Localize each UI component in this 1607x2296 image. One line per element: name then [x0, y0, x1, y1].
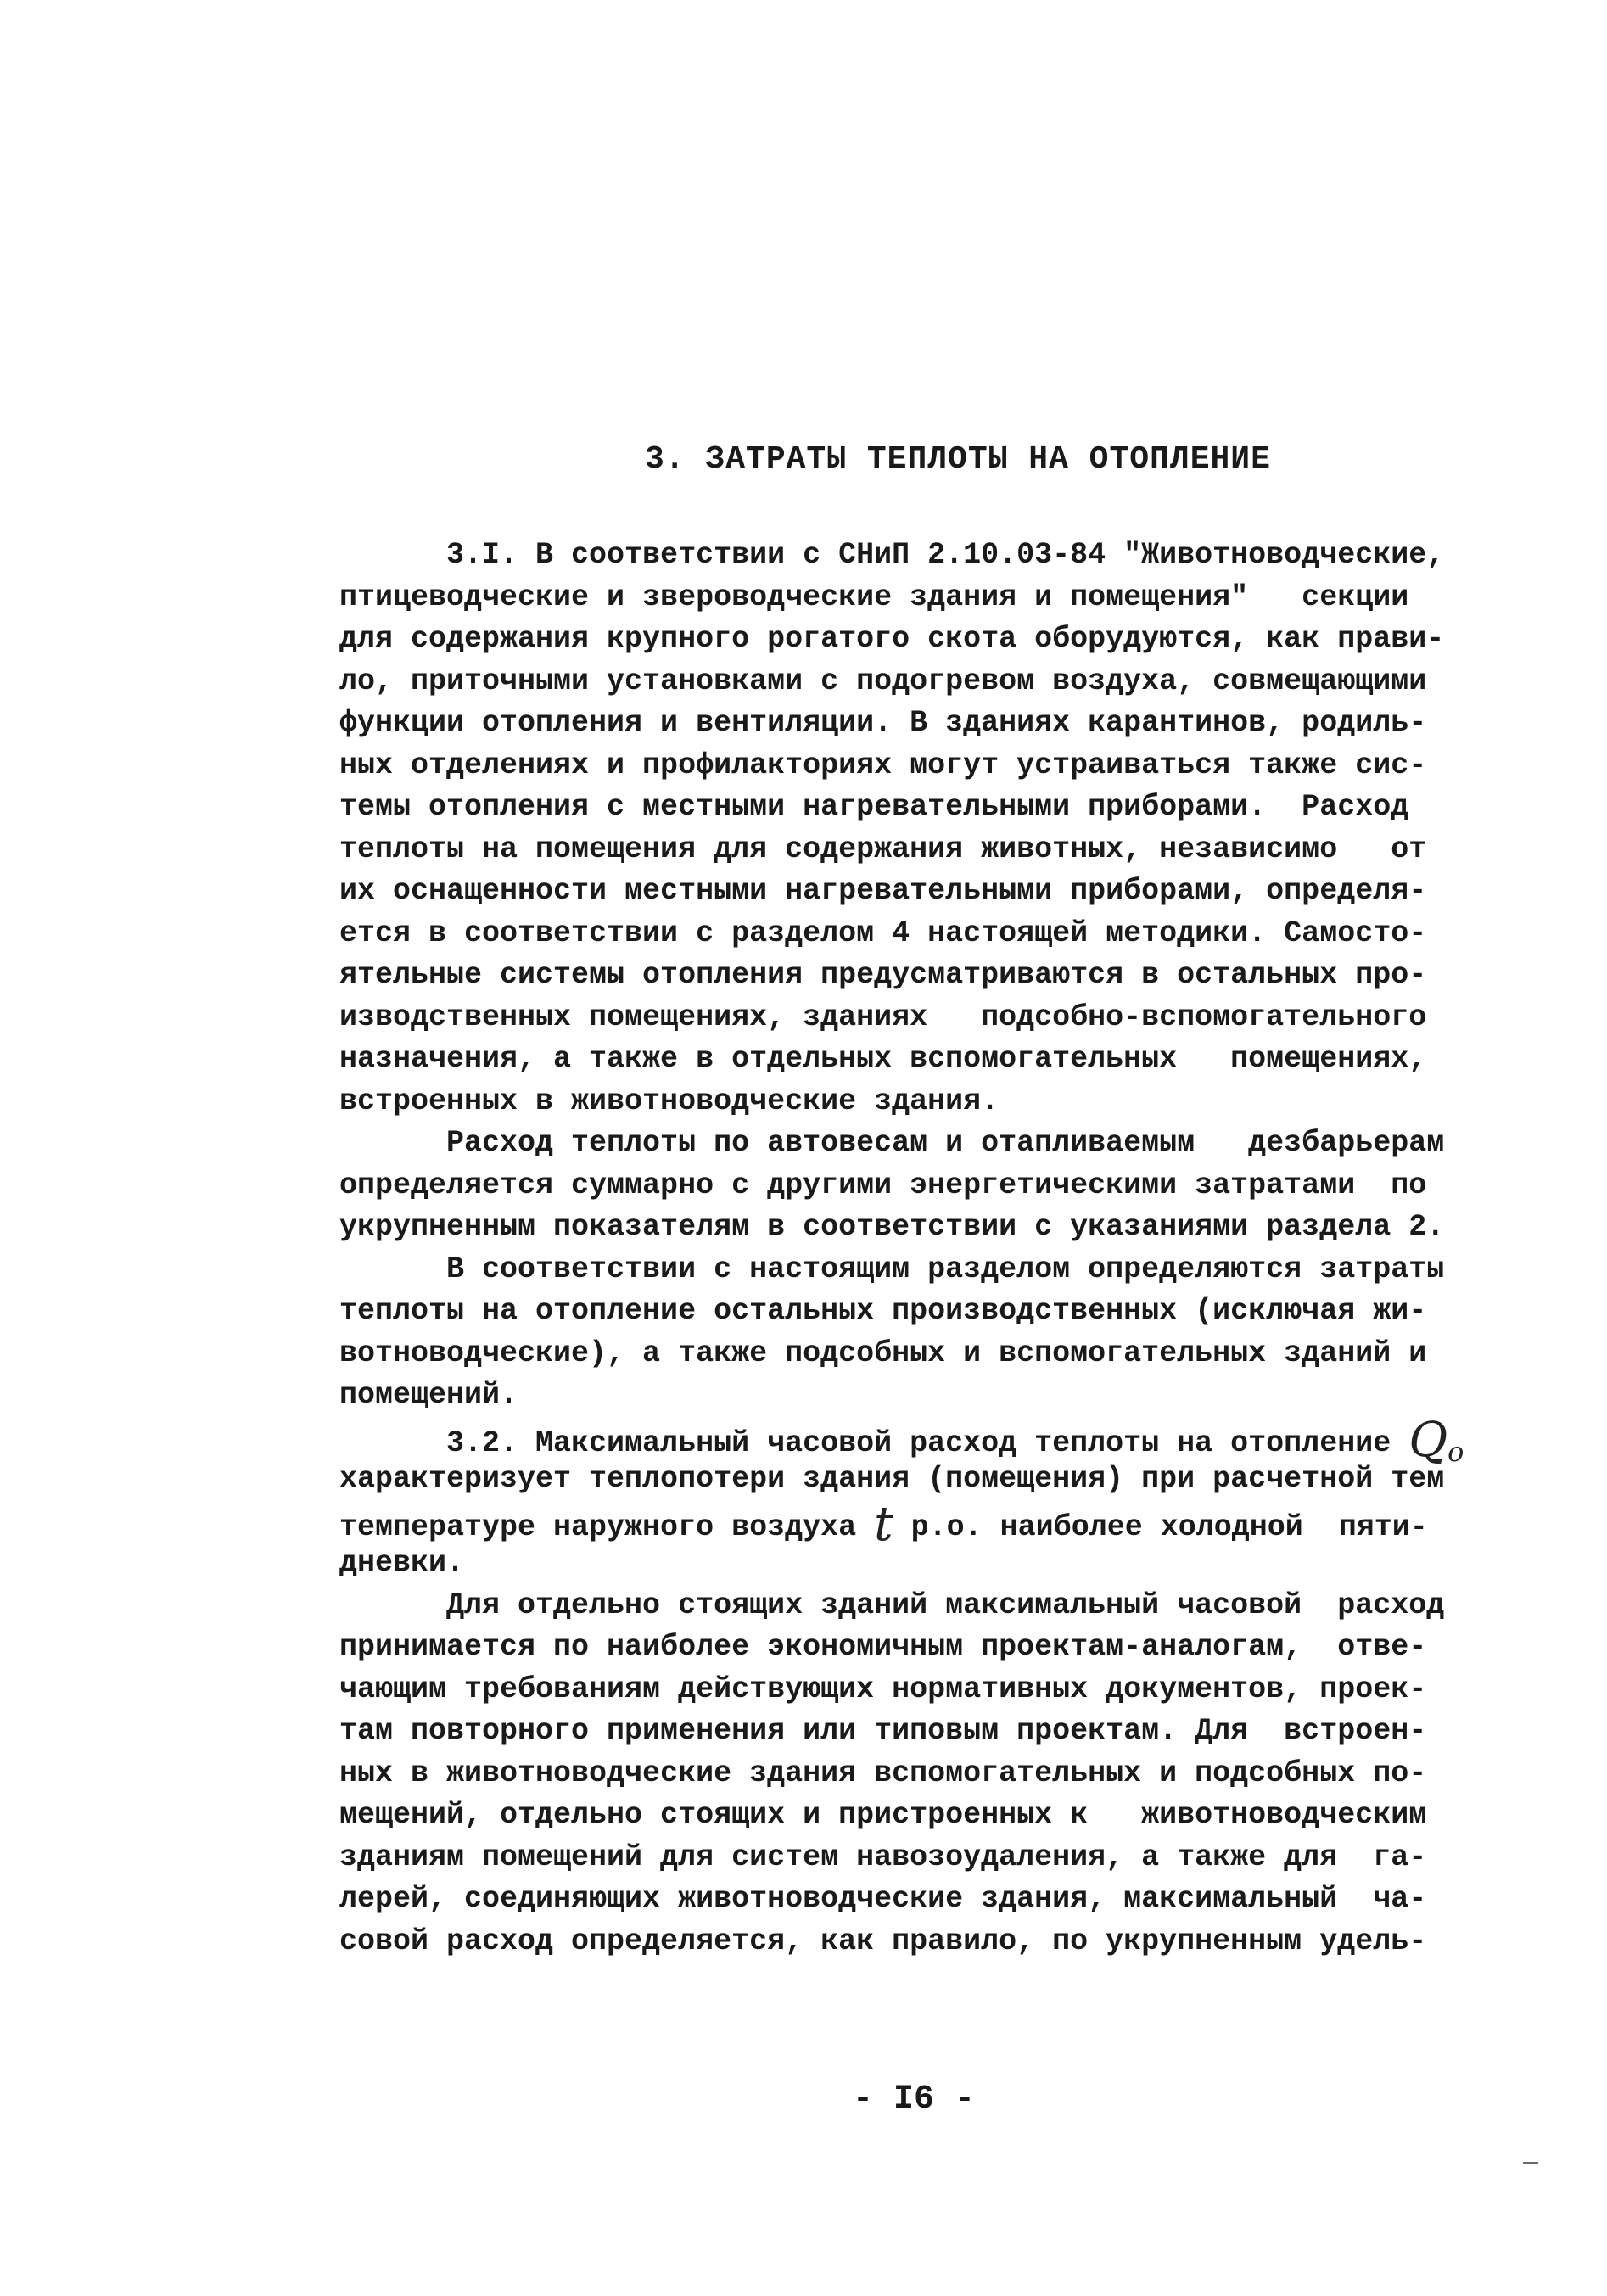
text-line-with-t-symbol: [339, 1496, 1434, 1552]
page-number: - I6 -: [853, 2080, 976, 2119]
text-line: функции отопления и вентиляции. В зданиях карантинов, родиль-: [339, 706, 1427, 740]
handwritten-q-subscript: o: [1447, 1435, 1464, 1468]
text-line: ятельные системы отопления предусматриваются в остальных про-: [339, 958, 1427, 992]
text-line: Расход теплоты по автовесам и отапливаемым дезбарьерам: [339, 1126, 1445, 1160]
text-line: температуре наружного воздуха: [339, 1509, 857, 1544]
text-line: В соответствии с настоящим разделом определяются затраты: [339, 1252, 1445, 1286]
text-line: птицеводческие и звероводческие здания и помещения" секции: [339, 580, 1409, 614]
text-line: зданиям помещений для систем навозоудаления, а также для га-: [339, 1840, 1427, 1874]
text-line-tail: наиболее холодной пяти-: [982, 1509, 1428, 1544]
section-heading: 3. ЗАТРАТЫ ТЕПЛОТЫ НА ОТОПЛЕНИЕ: [645, 441, 1271, 478]
text-line: Для отдельно стоящих зданий максимальный часовой расход: [339, 1588, 1445, 1622]
text-line: совой расход определяется, как правило, по укрупненным удель-: [339, 1924, 1427, 1958]
text-line: встроенных в животноводческие здания.: [339, 1084, 999, 1118]
text-line: ных в животноводческие здания вспомогательных и подсобных по-: [339, 1756, 1427, 1790]
text-line: теплоты на отопление остальных производственных (исключая жи-: [339, 1294, 1427, 1328]
text-line: ных отделениях и профилакториях могут устраиваться также сис-: [339, 748, 1427, 782]
text-line: принимается по наиболее экономичным проектам-аналогам, отве-: [339, 1630, 1427, 1664]
text-line: ло, приточными установками с подогревом воздуха, совмещающими: [339, 664, 1427, 698]
text-line: 3.2. Максимальный часовой расход теплоты на отопление: [339, 1425, 1391, 1460]
text-line: их оснащенности местными нагревательными приборами, определя-: [339, 874, 1427, 908]
t-subscript-label: р.о.: [893, 1509, 983, 1544]
text-line: изводственных помещениях, зданиях подсобно-вспомогательного: [339, 1000, 1427, 1034]
handwritten-q-symbol: Q: [1408, 1412, 1448, 1468]
text-line: укрупненным показателям в соответствии с указаниями раздела 2.: [339, 1210, 1445, 1244]
text-line: теплоты на помещения для содержания животных, независимо от: [339, 832, 1427, 866]
text-line: для содержания крупного рогатого скота оборудуются, как прави-: [339, 622, 1445, 656]
text-line: вотноводческие), а также подсобных и вспомогательных зданий и: [339, 1336, 1427, 1370]
handwritten-t-symbol: t: [874, 1496, 893, 1552]
text-line-with-q-symbol: [339, 1412, 1464, 1468]
text-line: там повторного применения или типовым проектам. Для встроен-: [339, 1714, 1427, 1748]
text-line: мещений, отдельно стоящих и пристроенных к животноводческим: [339, 1798, 1427, 1832]
text-line: чающим требованиям действующих нормативных документов, проек-: [339, 1672, 1427, 1706]
text-line: назначения, а также в отдельных вспомогательных помещениях,: [339, 1042, 1427, 1076]
body-text: [339, 535, 1464, 1963]
text-line: лерей, соединяющих животноводческие здания, максимальный ча-: [339, 1882, 1427, 1916]
text-line: характеризует теплопотери здания (помещения) при расчетной тем: [339, 1462, 1445, 1496]
text-line: определяется суммарно с другими энергетическими затратами по: [339, 1168, 1427, 1202]
text-line: ется в соответствии с разделом 4 настоящей методики. Самосто-: [339, 916, 1427, 950]
text-line: дневки.: [339, 1546, 465, 1580]
text-line: темы отопления с местными нагревательными приборами. Расход: [339, 790, 1409, 824]
text-line: помещений.: [339, 1378, 518, 1412]
text-line: 3.I. В соответствии с СНиП 2.10.03-84 "Животноводческие,: [339, 538, 1445, 572]
margin-mark: [1523, 2162, 1538, 2164]
